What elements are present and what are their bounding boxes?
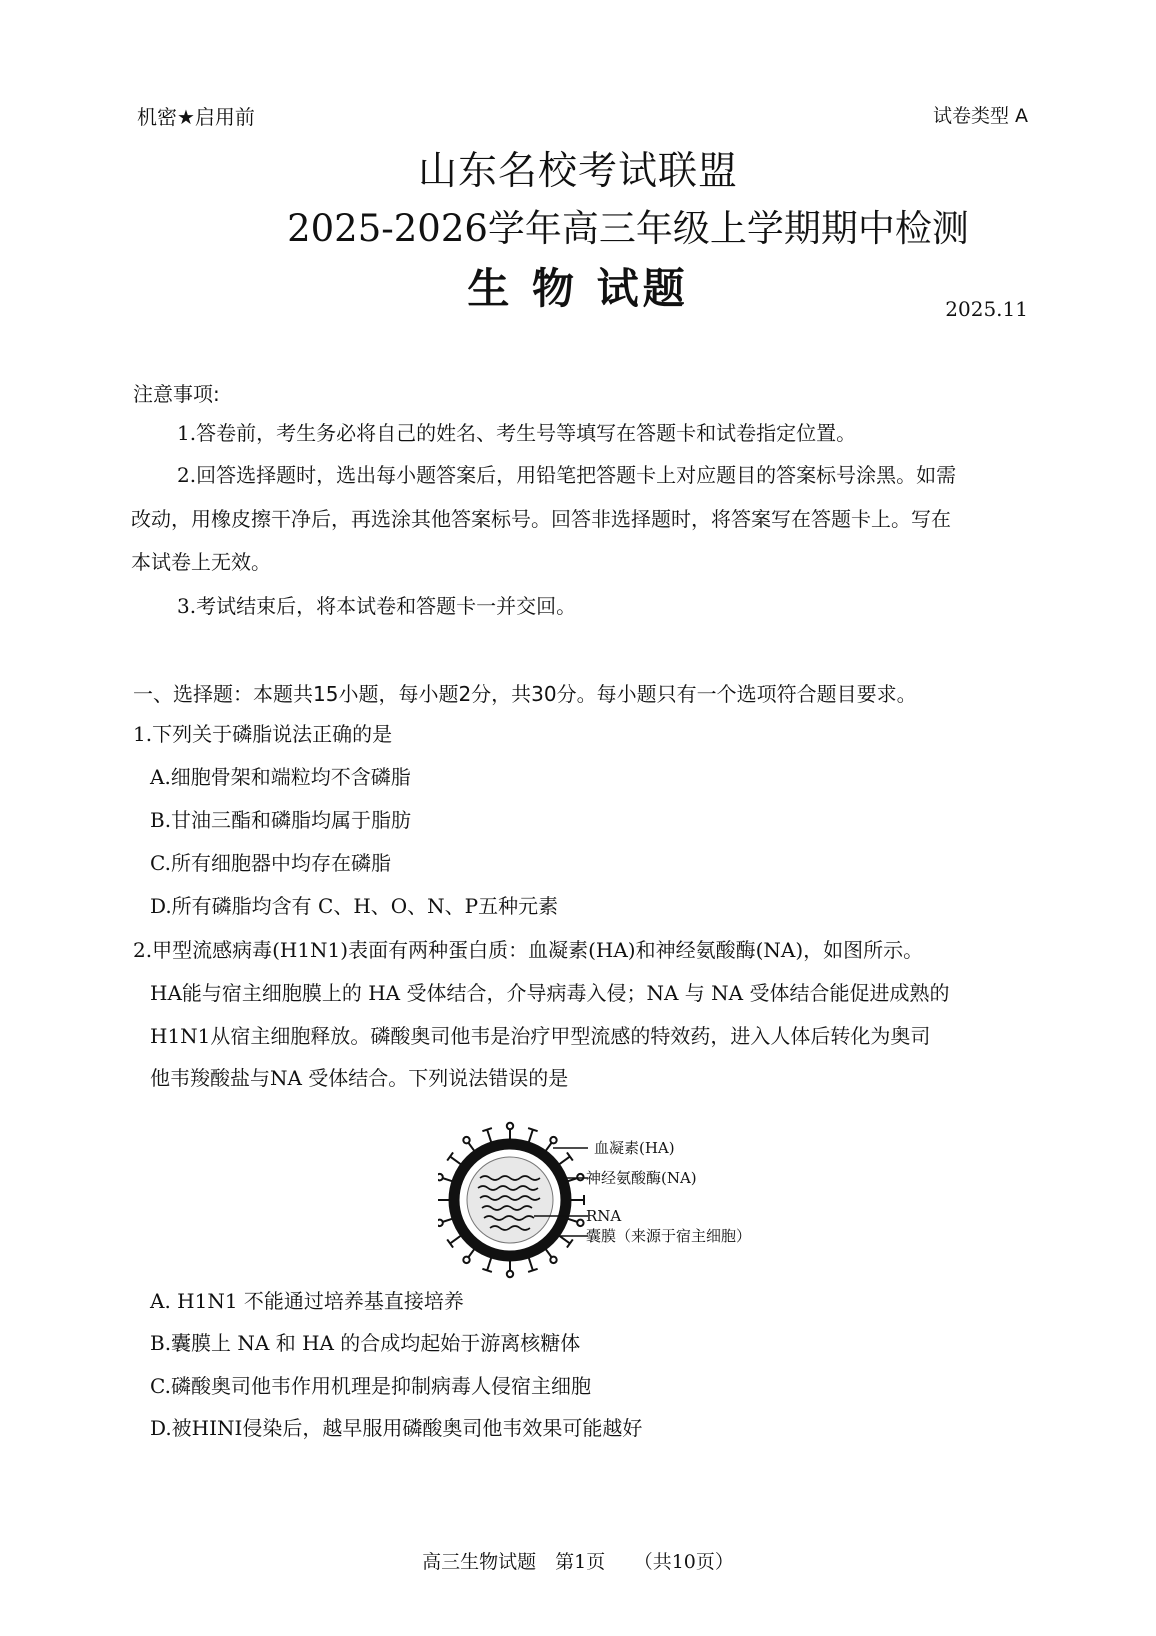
note-item-2-line-2: 改动，用橡皮擦干净后，再选涂其他答案标号。回答非选择题时，将答案写在答题卡上。写在 — [131, 507, 951, 531]
ha-spike-head — [567, 1239, 573, 1247]
question-2-stem-line-2: HA能与宿主细胞膜上的 HA 受体结合，介导病毒入侵；NA 与 NA 受体结合能促进成熟的 — [150, 981, 950, 1005]
ha-spike-head — [567, 1152, 573, 1160]
ha-spike-head — [447, 1239, 453, 1247]
label-ha: 血凝素(HA) — [594, 1139, 675, 1157]
note-item-2-line-3: 本试卷上无效。 — [131, 550, 271, 574]
question-2-option-a: A. H1N1 不能通过培养基直接培养 — [150, 1289, 464, 1313]
notes-heading: 注意事项: — [133, 382, 220, 406]
question-1-stem: 1.下列关于磷脂说法正确的是 — [133, 722, 393, 746]
question-1-option-a: A.细胞骨架和端粒均不含磷脂 — [150, 765, 411, 789]
na-spike-head — [577, 1174, 583, 1180]
question-2-stem-line-3: H1N1从宿主细胞释放。磷酸奥司他韦是治疗甲型流感的特效药，进入人体后转化为奥司 — [150, 1024, 931, 1048]
na-spike-head — [507, 1271, 513, 1277]
note-item-2-line-1: 2.回答选择题时，选出每小题答案后，用铅笔把答题卡上对应题目的答案标号涂黑。如需 — [177, 463, 957, 487]
exam-date: 2025.11 — [945, 297, 1028, 321]
note-item-1: 1.答卷前，考生务必将自己的姓名、考生号等填写在答题卡和试卷指定位置。 — [177, 421, 857, 445]
virus-interior — [467, 1157, 553, 1243]
na-spike-head — [507, 1123, 513, 1129]
note-item-3: 3.考试结束后，将本试卷和答题卡一并交回。 — [177, 594, 577, 618]
ha-spike-head — [447, 1152, 453, 1160]
question-2-option-b: B.囊膜上 NA 和 HA 的合成均起始于游离核糖体 — [150, 1331, 581, 1355]
label-rna: RNA — [586, 1207, 622, 1225]
question-1-option-c: C.所有细胞器中均存在磷脂 — [150, 851, 391, 875]
na-spike-head — [463, 1257, 469, 1263]
question-1-option-b: B.甘油三酯和磷脂均属于脂肪 — [150, 808, 412, 832]
section-1-heading: 一、选择题：本题共15小题，每小题2分，共30分。每小题只有一个选项符合题目要求。 — [133, 682, 917, 706]
title-organization: 山东名校考试联盟 — [417, 149, 738, 194]
question-2-option-d: D.被HINI侵染后，越早服用磷酸奥司他韦效果可能越好 — [150, 1416, 643, 1440]
question-2-stem-line-4: 他韦羧酸盐与NA 受体结合。下列说法错误的是 — [150, 1066, 569, 1090]
na-spike-head — [577, 1220, 583, 1226]
page-footer: 高三生物试题 第1页 （共10页） — [422, 1551, 734, 1573]
question-1-option-d: D.所有磷脂均含有 C、H、O、N、P五种元素 — [150, 894, 559, 918]
title-subject: 生 物 试题 — [467, 264, 689, 313]
paper-type: 试卷类型 A — [932, 105, 1028, 127]
label-na: 神经氨酸酶(NA) — [586, 1169, 697, 1187]
na-spike-head — [463, 1137, 469, 1143]
virus-diagram — [438, 1120, 778, 1300]
na-spike-head — [438, 1174, 443, 1180]
na-spike-head — [550, 1137, 556, 1143]
label-envelope: 囊膜（来源于宿主细胞） — [586, 1227, 752, 1245]
question-2-stem-line-1: 2.甲型流感病毒(H1N1)表面有两种蛋白质：血凝素(HA)和神经氨酸酶(NA)，如图所示。 — [133, 938, 924, 962]
confidential-mark: 机密★启用前 — [137, 105, 255, 129]
na-spike-head — [438, 1220, 443, 1226]
na-spike-head — [550, 1257, 556, 1263]
title-exam: 2025-2026学年高三年级上学期期中检测 — [287, 207, 969, 250]
question-2-option-c: C.磷酸奥司他韦作用机理是抑制病毒人侵宿主细胞 — [150, 1374, 591, 1398]
